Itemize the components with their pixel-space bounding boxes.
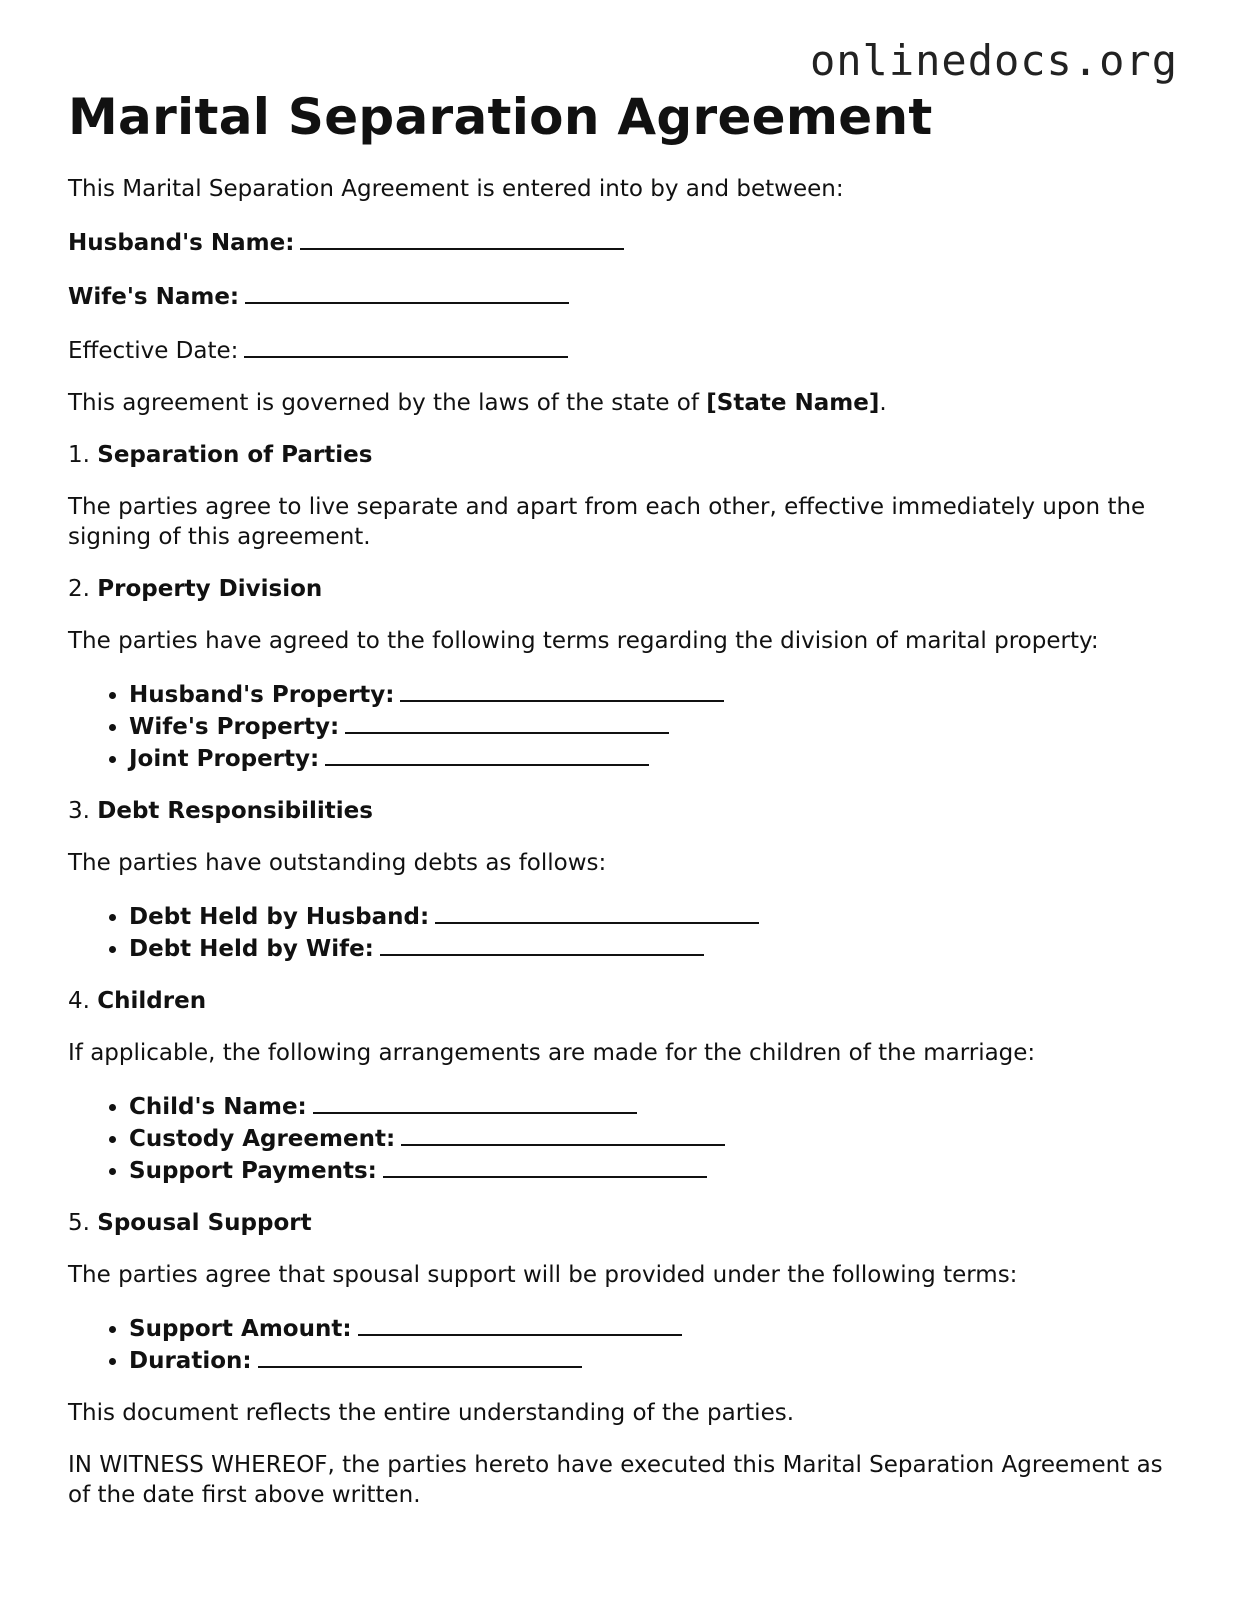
wife-name-blank[interactable] — [245, 280, 569, 304]
section-text: The parties have outstanding debts as follows: — [68, 850, 607, 876]
section-number: 4. — [68, 988, 90, 1014]
list-item-label: Child's Name: — [129, 1094, 307, 1120]
list-item-blank[interactable] — [400, 678, 724, 702]
section-heading — [68, 986, 1178, 1016]
governing-suffix: . — [879, 390, 887, 416]
list-item — [129, 1154, 1178, 1186]
section-text: The parties agree to live separate and apart from each other, effective immediately upon the signing of this agreement. — [68, 494, 1146, 550]
section-heading — [68, 796, 1178, 826]
section-text: The parties have agreed to the following terms regarding the division of marital property: — [68, 628, 1099, 654]
list-item — [129, 1312, 1178, 1344]
list-item-label: Joint Property: — [129, 746, 320, 772]
property-list — [68, 678, 1178, 774]
intro-text: This Marital Separation Agreement is entered into by and between: — [68, 176, 844, 202]
document-title: Marital Separation Agreement — [68, 88, 933, 146]
list-item-blank[interactable] — [401, 1122, 725, 1146]
effective-date-blank[interactable] — [244, 334, 568, 358]
list-item — [129, 742, 1178, 774]
husband-name-blank[interactable] — [300, 226, 624, 250]
document-body — [68, 86, 1178, 1510]
watermark-logo: onlinedocs.org — [809, 36, 1178, 85]
list-item-blank[interactable] — [325, 742, 649, 766]
list-item — [129, 710, 1178, 742]
section-text: The parties agree that spousal support will be provided under the following terms: — [68, 1262, 1018, 1288]
list-item-blank[interactable] — [435, 900, 759, 924]
section-number: 3. — [68, 798, 90, 824]
section-number: 5. — [68, 1210, 90, 1236]
witness-text: IN WITNESS WHEREOF, the parties hereto have executed this Marital Separation Agreement as of the date first above written. — [68, 1452, 1163, 1508]
husband-name-label: Husband's Name: — [68, 230, 295, 256]
section-heading — [68, 440, 1178, 470]
list-item — [129, 1122, 1178, 1154]
section-heading — [68, 1208, 1178, 1238]
list-item-blank[interactable] — [383, 1154, 707, 1178]
state-name-placeholder: [State Name] — [706, 390, 880, 416]
list-item — [129, 900, 1178, 932]
list-item — [129, 1090, 1178, 1122]
list-item-label: Husband's Property: — [129, 682, 395, 708]
list-item-label: Support Payments: — [129, 1158, 377, 1184]
list-item — [129, 1344, 1178, 1376]
list-item-blank[interactable] — [345, 710, 669, 734]
section-heading — [68, 574, 1178, 604]
debt-list — [68, 900, 1178, 964]
section-title: Property Division — [97, 576, 323, 602]
governing-law-text — [68, 388, 1178, 418]
effective-date-label: Effective Date: — [68, 338, 239, 364]
section-title: Debt Responsibilities — [97, 798, 373, 824]
husband-name-field — [68, 226, 1178, 258]
list-item-label: Support Amount: — [129, 1316, 352, 1342]
list-item-blank[interactable] — [313, 1090, 637, 1114]
wife-name-field — [68, 280, 1178, 312]
children-list — [68, 1090, 1178, 1186]
section-title: Separation of Parties — [97, 442, 373, 468]
section-number: 2. — [68, 576, 90, 602]
spousal-support-list — [68, 1312, 1178, 1376]
wife-name-label: Wife's Name: — [68, 284, 240, 310]
list-item-label: Debt Held by Husband: — [129, 904, 430, 930]
list-item-label: Debt Held by Wife: — [129, 936, 374, 962]
section-number: 1. — [68, 442, 90, 468]
list-item — [129, 678, 1178, 710]
list-item — [129, 932, 1178, 964]
section-title: Children — [97, 988, 207, 1014]
list-item-blank[interactable] — [258, 1344, 582, 1368]
list-item-label: Duration: — [129, 1348, 252, 1374]
closing-text: This document reflects the entire understanding of the parties. — [68, 1400, 795, 1426]
section-text: If applicable, the following arrangements are made for the children of the marriage: — [68, 1040, 1036, 1066]
effective-date-field — [68, 334, 1178, 366]
list-item-blank[interactable] — [380, 932, 704, 956]
section-title: Spousal Support — [97, 1210, 312, 1236]
list-item-label: Wife's Property: — [129, 714, 340, 740]
list-item-label: Custody Agreement: — [129, 1126, 396, 1152]
governing-prefix: This agreement is governed by the laws of the state of — [68, 390, 707, 416]
list-item-blank[interactable] — [358, 1312, 682, 1336]
